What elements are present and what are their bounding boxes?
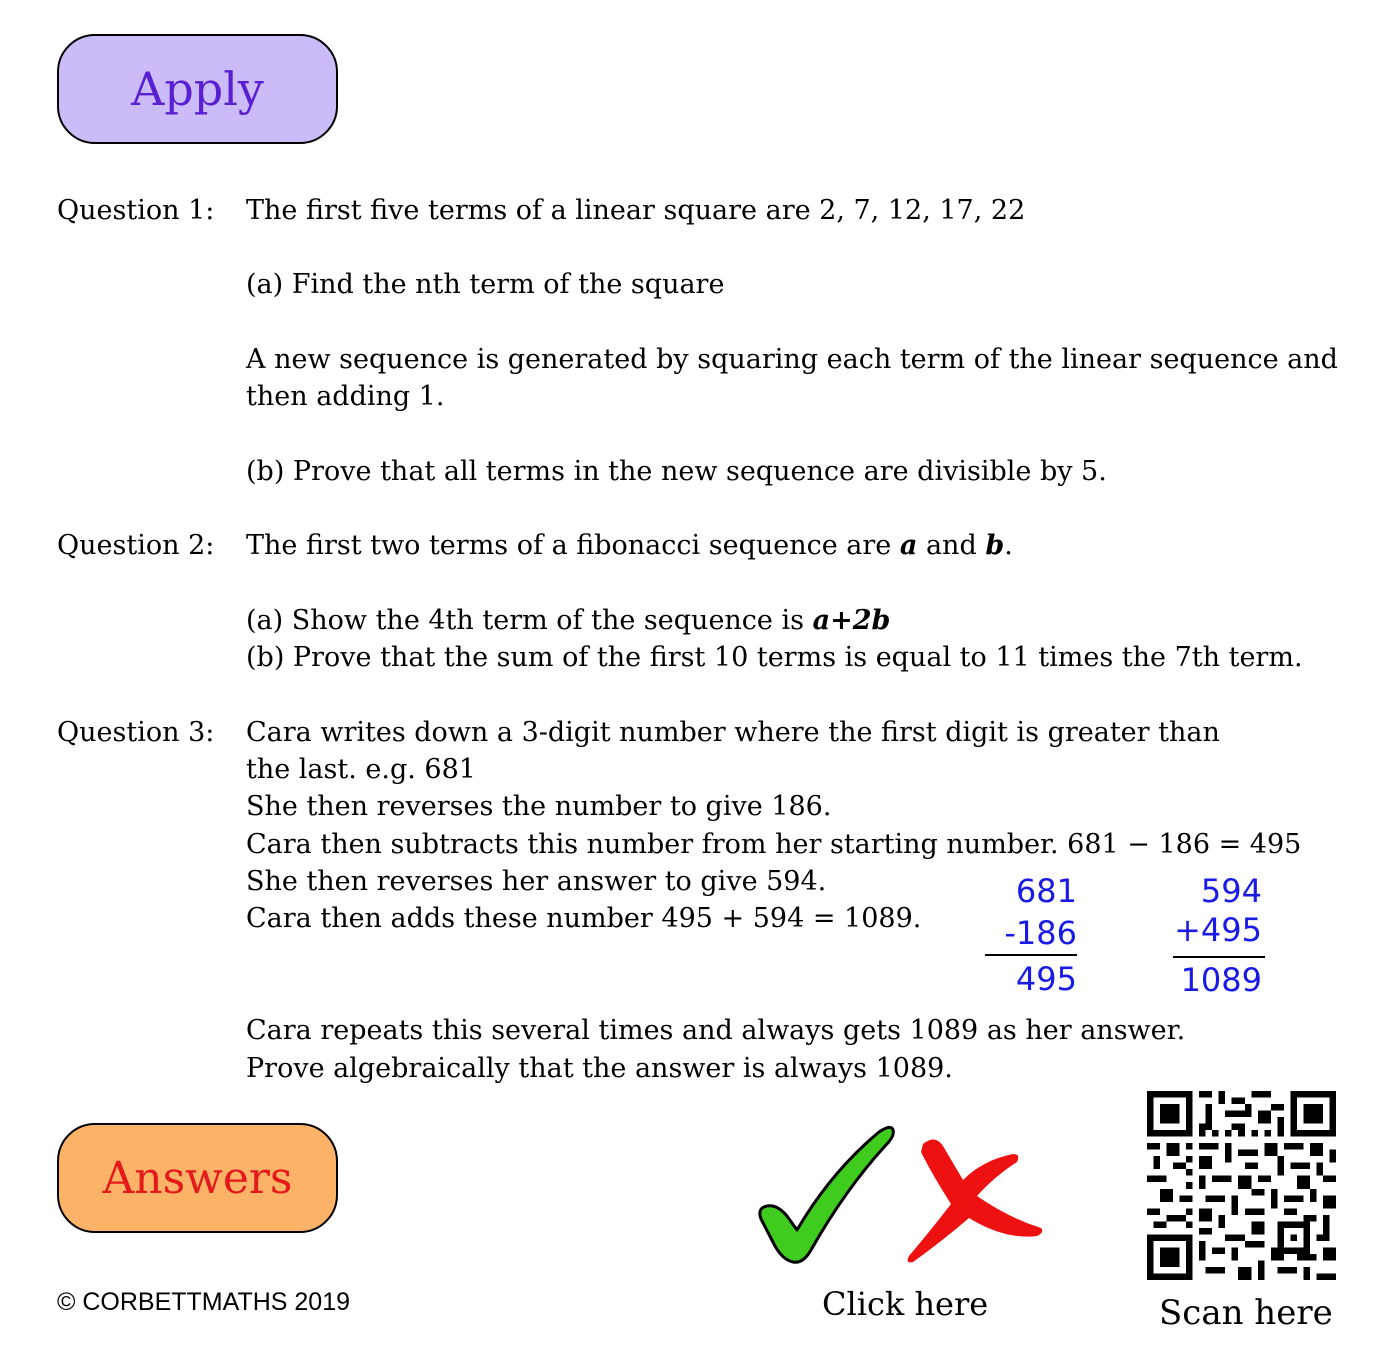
question-3-closing-1: Cara repeats this several times and always gets 1089 as her answer.	[246, 1015, 1186, 1046]
question-1-part-a: (a) Find the nth term of the square	[246, 269, 725, 300]
question-2-part-b: (b) Prove that the sum of the first 10 terms is equal to 11 times the 7th term.	[246, 642, 1303, 673]
variable-b: b	[985, 530, 1005, 561]
variable-a: a	[899, 530, 918, 561]
copyright-text: © CORBETTMATHS 2019	[57, 1288, 351, 1316]
click-here-label[interactable]: Click here	[822, 1285, 989, 1323]
expression-a-plus-2b: a+2b	[812, 605, 891, 636]
question-1-paragraph-line-1: A new sequence is generated by squaring each term of the linear sequence and	[246, 344, 1338, 375]
question-3-line: Cara then subtracts this number from her starting number. 681 − 186 = 495	[246, 829, 1302, 860]
subtraction-result: 495	[1015, 960, 1077, 998]
addition-result: 1089	[1180, 961, 1262, 999]
question-3-line: She then reverses the number to give 186.	[246, 791, 832, 822]
question-1-intro: The first five terms of a linear square are 2, 7, 12, 17, 22	[246, 195, 1026, 226]
question-3-line: Cara writes down a 3-digit number where the first digit is greater than	[246, 717, 1220, 748]
subtraction-line	[985, 954, 1077, 956]
answers-button[interactable]: Answers	[57, 1123, 338, 1233]
scan-here-label: Scan here	[1159, 1293, 1333, 1333]
question-3-line: the last. e.g. 681	[246, 754, 476, 785]
question-3-label: Question 3:	[57, 717, 215, 748]
green-check-icon[interactable]	[755, 1124, 897, 1266]
addition-addend: +495	[1174, 911, 1262, 949]
question-2-intro-text: The first two terms of a fibonacci sequence are	[246, 530, 900, 561]
subtraction-top: 681	[1015, 872, 1077, 910]
apply-button[interactable]: Apply	[57, 34, 338, 144]
question-2-intro	[246, 527, 1013, 564]
question-2-label: Question 2:	[57, 530, 215, 561]
question-2-part-a	[246, 602, 890, 639]
addition-line	[1173, 956, 1265, 958]
qr-code	[1147, 1091, 1336, 1280]
question-1-label: Question 1:	[57, 195, 215, 226]
question-1-paragraph-line-2: then adding 1.	[246, 381, 445, 412]
question-3-line: She then reverses her answer to give 594.	[246, 866, 827, 897]
question-3-line: Cara then adds these number 495 + 594 = 1089.	[246, 903, 922, 934]
addition-top: 594	[1200, 872, 1262, 910]
subtraction-subtrahend: -186	[1004, 914, 1077, 952]
red-cross-icon[interactable]	[905, 1132, 1045, 1266]
question-1-part-b: (b) Prove that all terms in the new sequence are divisible by 5.	[246, 456, 1107, 487]
question-3-closing-2: Prove algebraically that the answer is always 1089.	[246, 1053, 953, 1084]
and-text: and	[917, 530, 986, 561]
period-text: .	[1004, 530, 1013, 561]
question-2-part-a-text: (a) Show the 4th term of the sequence is	[246, 605, 813, 636]
